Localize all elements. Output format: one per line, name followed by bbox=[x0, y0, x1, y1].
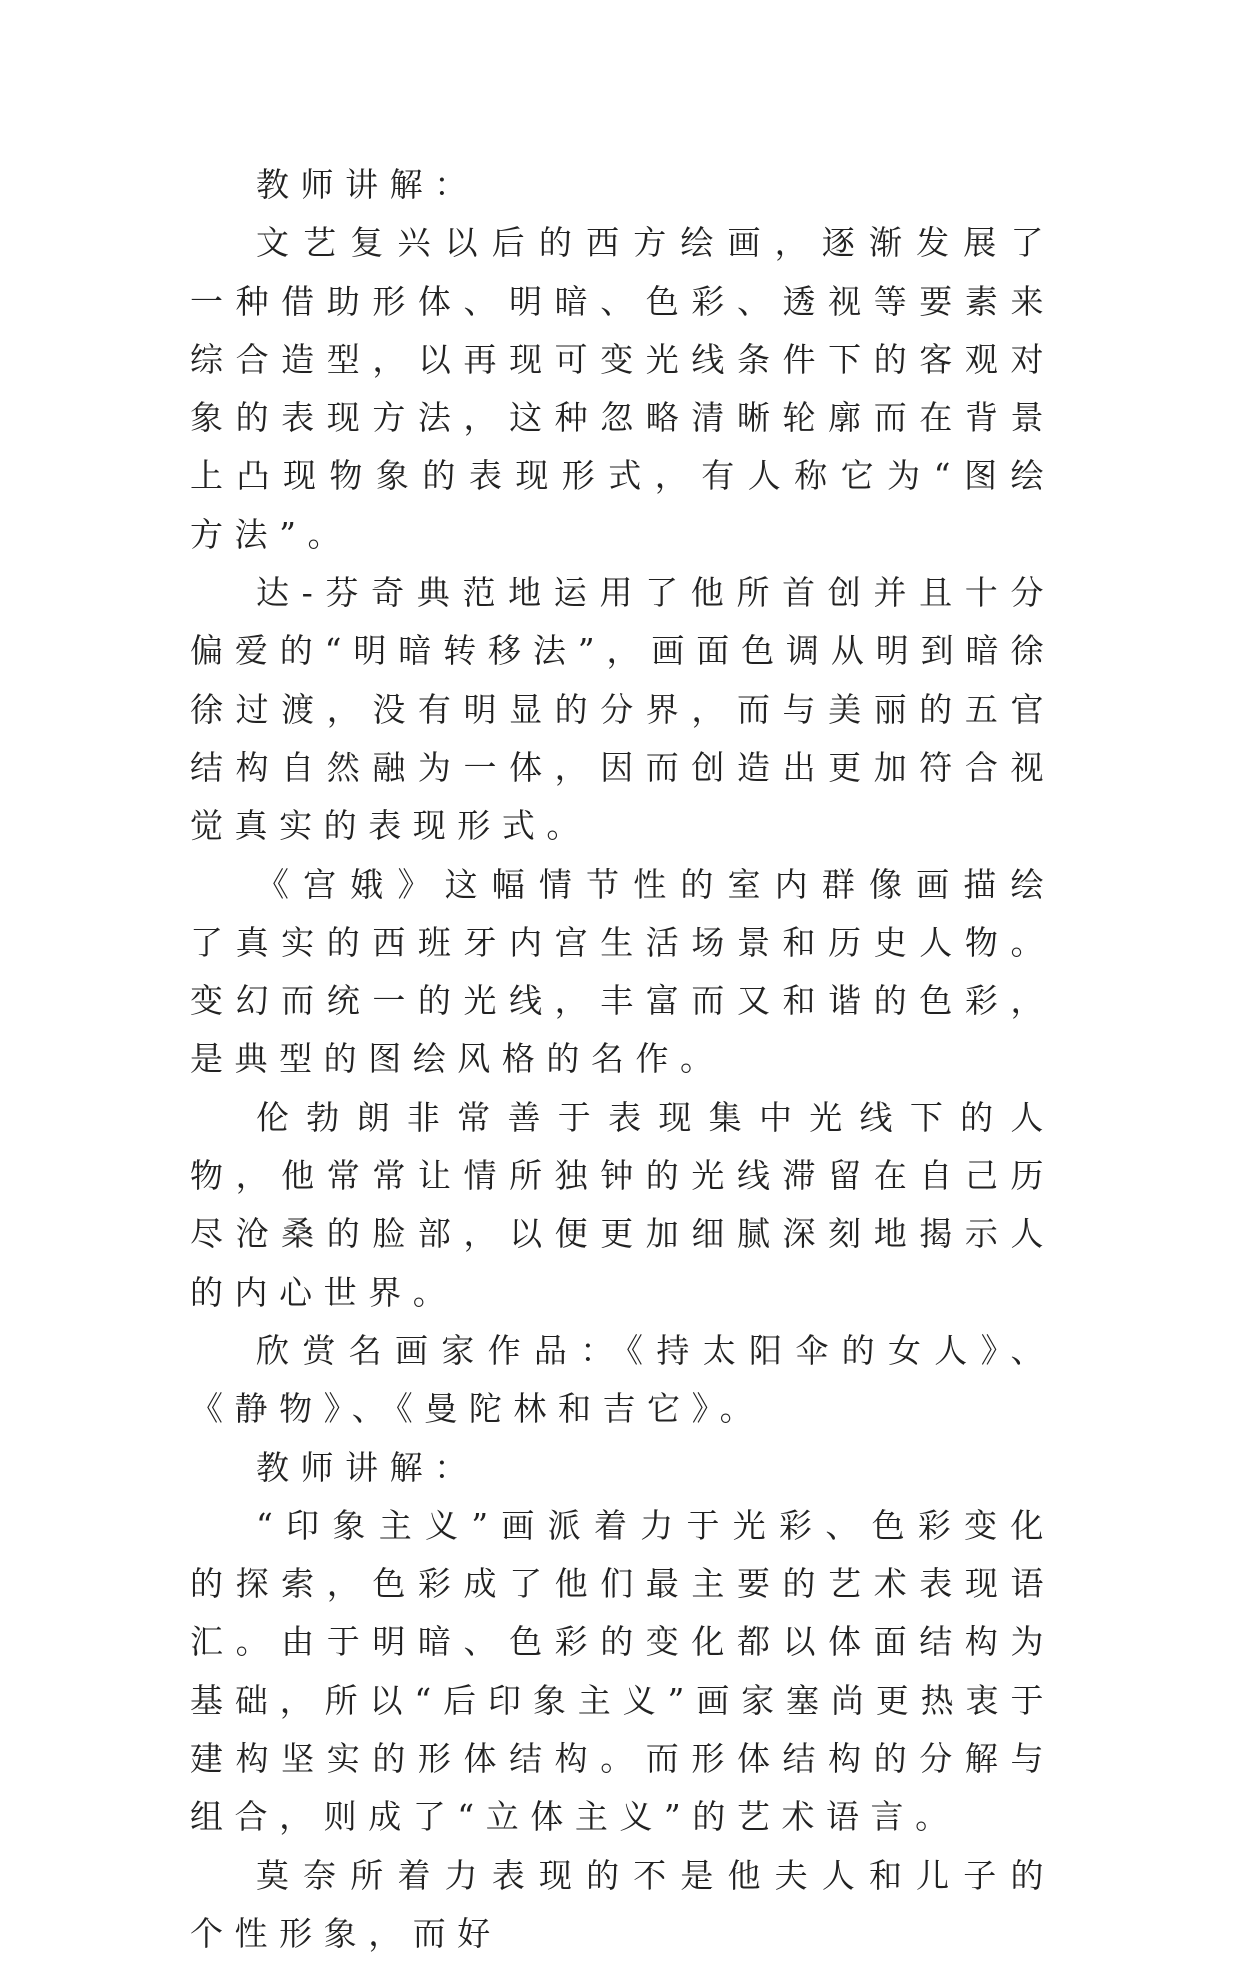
paragraph-da-vinci: 达-芬奇典范地运用了他所首创并且十分偏爱的“明暗转移法”，画面色调从明到暗徐徐过渡，没有明显的分界，而与美丽的五官结构自然融为一体，因而创造出更加符合视觉真实的表现形式。 bbox=[190, 573, 1055, 846]
document-body bbox=[190, 156, 1055, 1963]
paragraph-teacher-explanation-1: 教师讲解： bbox=[256, 165, 479, 204]
paragraph-renaissance-painting: 文艺复兴以后的西方绘画，逐渐发展了一种借助形体、明暗、色彩、透视等要素来综合造型，以再现可变光线条件下的客观对象的表现方法，这种忽略清晰轮廓而在背景上凸现物象的表现形式，有人称它为“图绘方法”。 bbox=[190, 223, 1055, 554]
paragraph-impressionism: “印象主义”画派着力于光彩、色彩变化的探索，色彩成了他们最主要的艺术表现语汇。由于明暗、色彩的变化都以体面结构为基础，所以“后印象主义”画家塞尚更热衷于建构坚实的形体结构。而形体结构的分解与组合，则成了“立体主义”的艺术语言。 bbox=[190, 1505, 1055, 1837]
paragraph-rembrandt: 伦勃朗非常善于表现集中光线下的人物，他常常让情所独钟的光线滞留在自己历尽沧桑的脸部，以便更加细腻深刻地揭示人的内心世界。 bbox=[190, 1097, 1055, 1312]
paragraph-appreciate-works: 欣赏名画家作品：《持太阳伞的女人》、《静物》、《曼陀林和吉它》。 bbox=[190, 1330, 1055, 1429]
paragraph-teacher-explanation-2: 教师讲解： bbox=[256, 1447, 479, 1487]
paragraph-monet: 莫奈所着力表现的不是他夫人和儿子的个性形象，而好 bbox=[190, 1855, 1055, 1953]
paragraph-las-meninas: 《宫娥》这幅情节性的室内群像画描绘了真实的西班牙内宫生活场景和历史人物。变幻而统一的光线，丰富而又和谐的色彩，是典型的图绘风格的名作。 bbox=[190, 864, 1055, 1079]
